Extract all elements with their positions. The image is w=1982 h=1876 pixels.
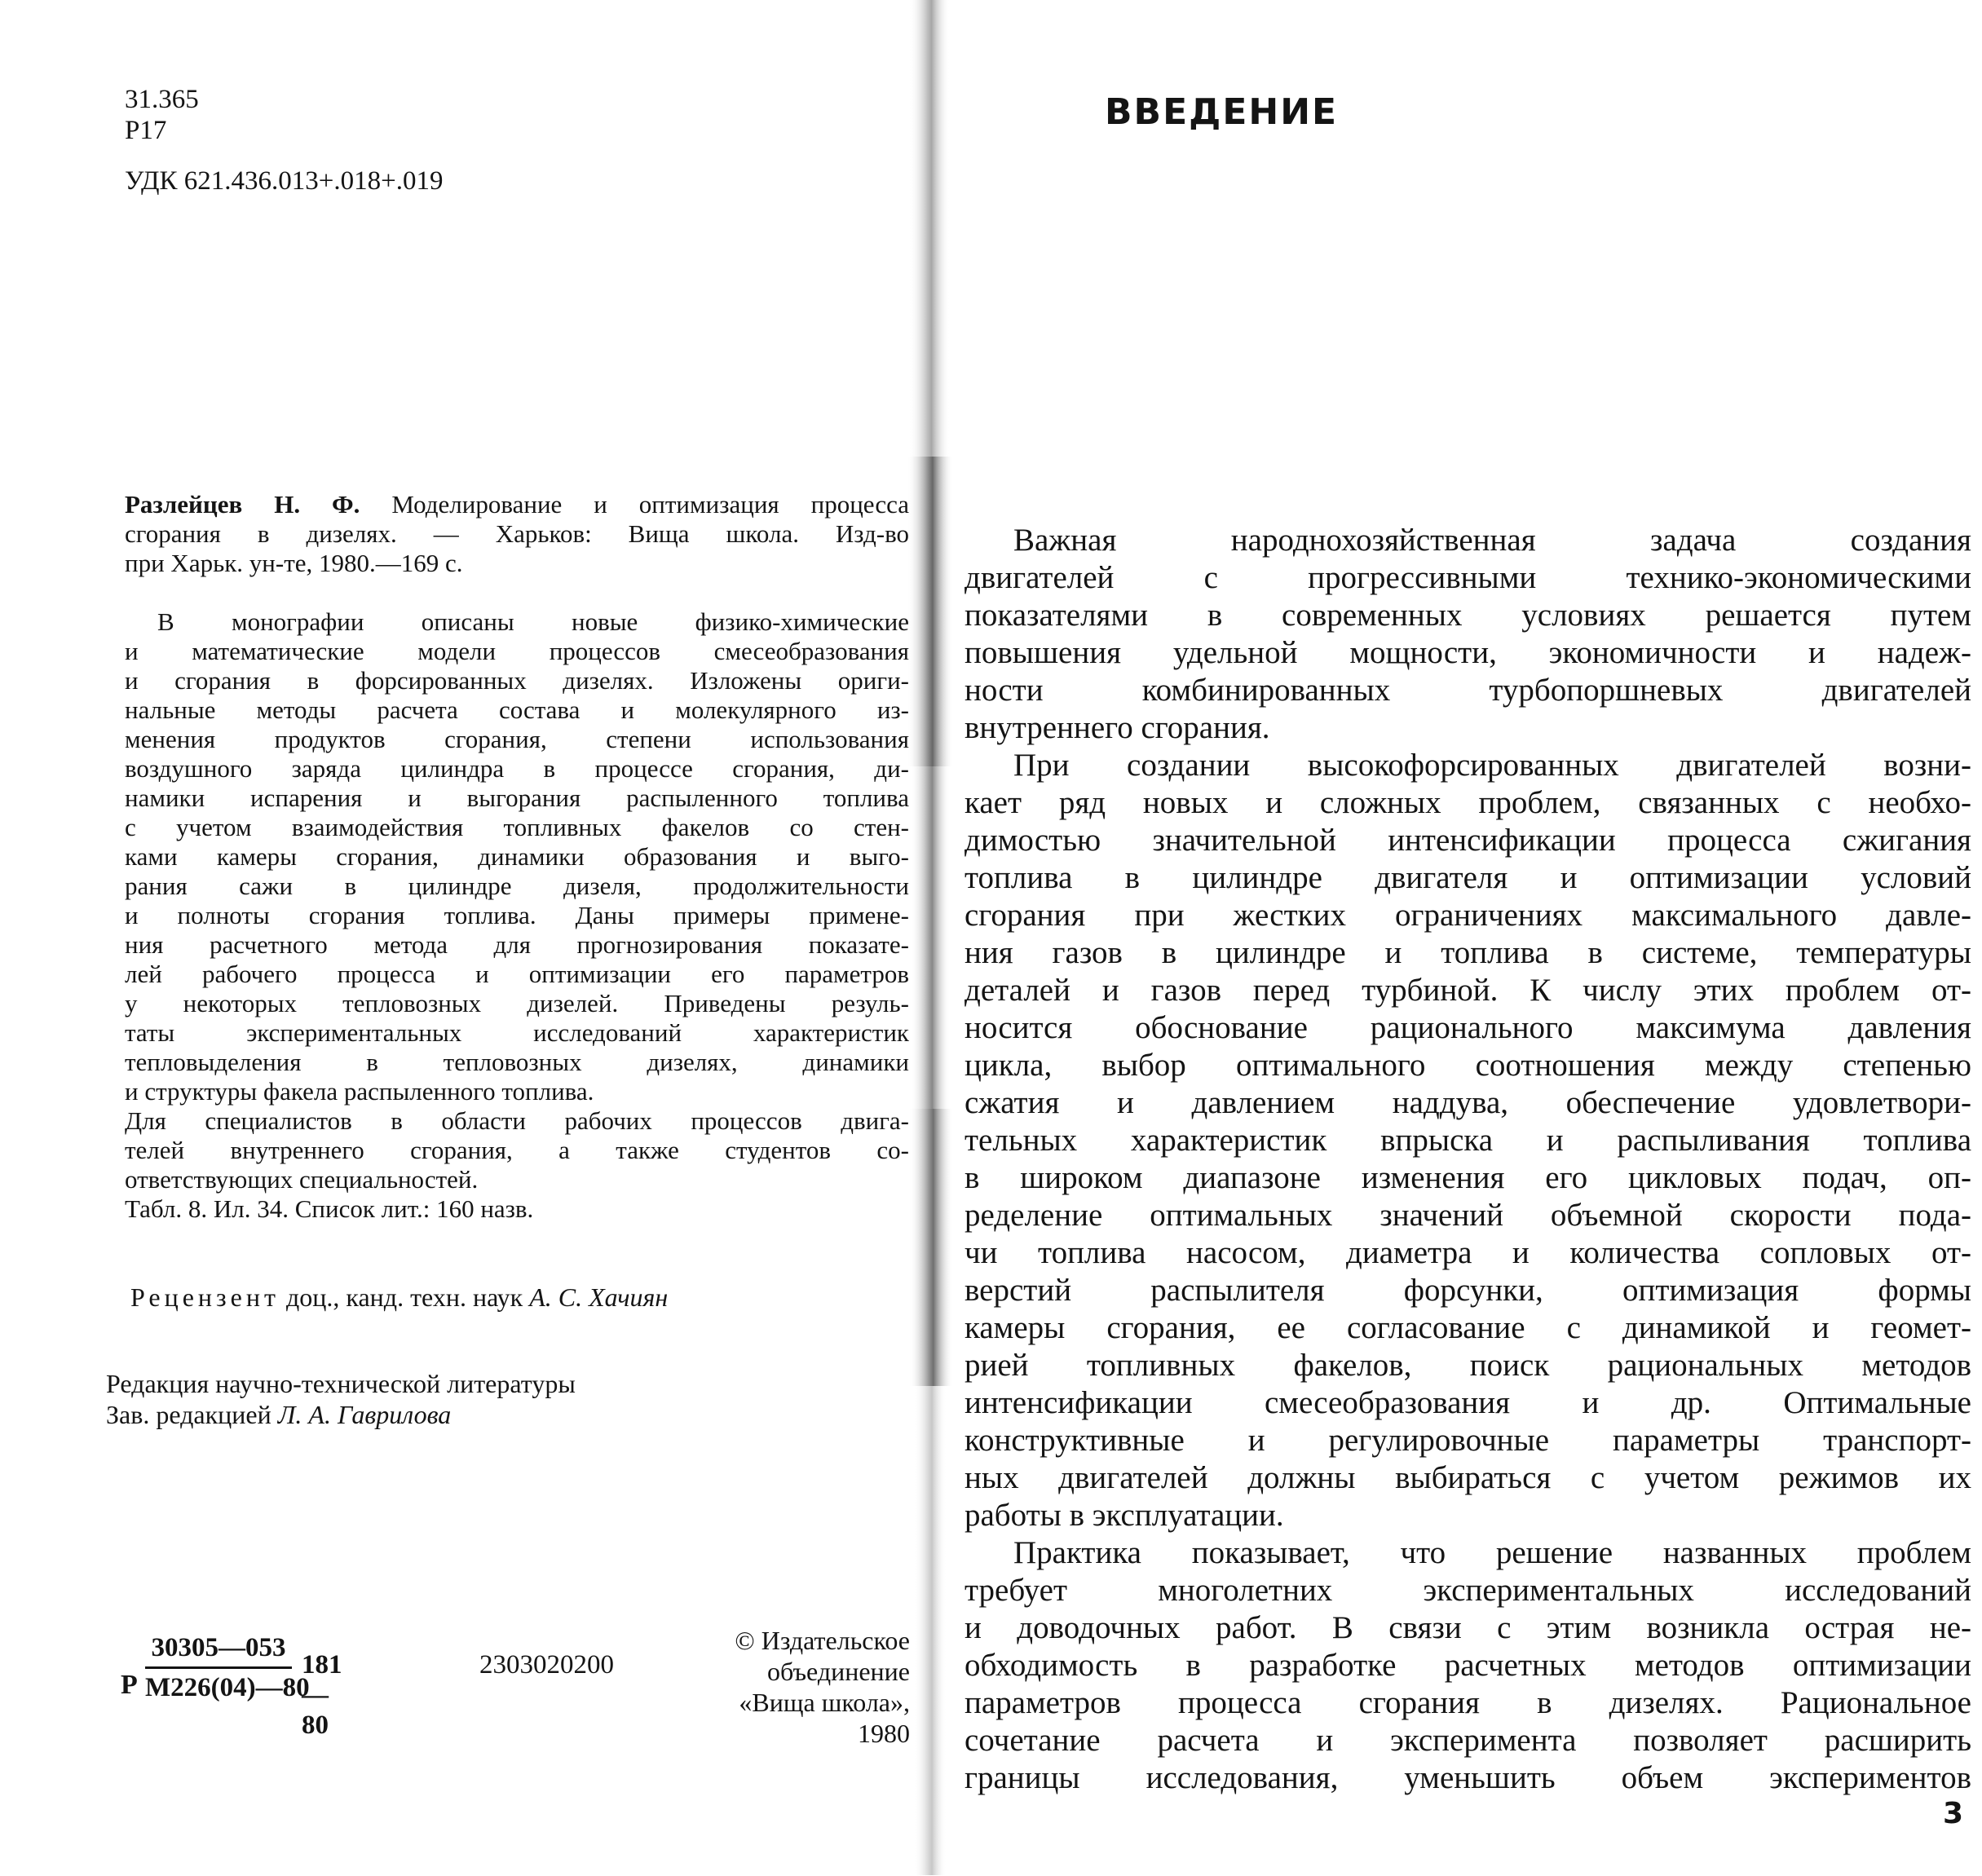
text-line: чи топлива насосом, диаметра и количества сопловых от-	[965, 1235, 1971, 1270]
annotation-line: и структуры факела распыленного топлива.	[125, 1077, 594, 1106]
editor-name: Л. А. Гаврилова	[277, 1400, 452, 1429]
text-line: носится обоснование рационального максимума давления	[965, 1010, 1971, 1045]
reviewer-name: А. С. Хачиян	[529, 1282, 669, 1312]
text-line: сжатия и давлением наддува, обеспечение удовлетвори-	[965, 1085, 1971, 1120]
text-line: При создании высокофорсированных двигателей возни-	[1013, 748, 1971, 783]
annotation-line: Табл. 8. Ил. 34. Список лит.: 160 назв.	[125, 1194, 534, 1223]
annotation	[125, 607, 909, 1224]
text-line: сгорания при жестких ограничениях максимального давле-	[965, 898, 1971, 933]
text-line: камеры сгорания, ее согласование с динамикой и геомет-	[965, 1310, 1971, 1345]
text-line: интенсификации смесеобразования и др. Оптимальные	[965, 1385, 1971, 1420]
page-number: 3	[1943, 1797, 1964, 1830]
annotation-line: и математические модели процессов смесеобразования	[125, 637, 909, 665]
bib-line: при Харьк. ун-те, 1980.—169 с.	[125, 549, 463, 577]
bibliographic-record	[125, 490, 909, 578]
text-line: повышения удельной мощности, экономичности и надеж-	[965, 635, 1971, 670]
bbk-code: 31.365	[125, 85, 199, 114]
reviewer-title: доц., канд. техн. наук	[279, 1282, 530, 1312]
editorial-office: Редакция научно-технической литературы	[106, 1369, 576, 1398]
publisher-copyright	[669, 1625, 910, 1749]
annotation-line: тепловыделения в тепловозных дизелях, динамики	[125, 1048, 909, 1076]
annotation-line: таты экспериментальных исследований характеристик	[125, 1018, 909, 1047]
copyright-line: «Вища школа»,	[739, 1688, 910, 1717]
copyright-line: объединение	[767, 1657, 910, 1686]
text-line: сочетание расчета и эксперимента позволяет расширить	[965, 1723, 1971, 1758]
paragraph	[965, 1534, 1971, 1797]
text-line: работы в эксплуатации.	[965, 1498, 1284, 1533]
annotation-line: у некоторых тепловозных дизелей. Приведены резуль-	[125, 989, 909, 1017]
text-line: кает ряд новых и сложных проблем, связанных с необхо-	[965, 785, 1971, 820]
text-line: в широком диапазоне изменения его цикловых подач, оп-	[965, 1160, 1971, 1195]
editor-title: Зав. редакцией	[106, 1400, 278, 1429]
annotation-line: ответствующих специальностей.	[125, 1165, 479, 1194]
annotation-line: с учетом взаимодействия топливных факелов со стен-	[125, 813, 909, 841]
text-line: внутреннего сгорания.	[965, 710, 1270, 745]
copyright-year: 1980	[858, 1719, 910, 1748]
text-line: рией топливных факелов, поиск рациональных методов	[965, 1348, 1971, 1383]
text-line: ределение оптимальных значений объемной скорости пода-	[965, 1198, 1971, 1233]
library-classification	[125, 84, 199, 146]
author-mark: Р17	[125, 116, 167, 145]
text-line: параметров процесса сгорания в дизелях. Рациональное	[965, 1685, 1971, 1720]
text-line: требует многолетних экспериментальных исследований	[965, 1573, 1971, 1608]
text-line: границы исследования, уменьшить объем экспериментов	[965, 1760, 1971, 1795]
annotation-line: ния расчетного метода для прогнозирования показате-	[125, 930, 909, 959]
annotation-line: В монографии описаны новые физико-химические	[157, 607, 909, 636]
index-number: 2303020200	[479, 1650, 614, 1680]
paragraph	[965, 747, 1971, 1534]
reviewer-credit	[130, 1282, 668, 1313]
text-line: двигателей с прогрессивными технико-экономическими	[965, 560, 1971, 595]
text-line: ния газов в цилиндре и топлива в системе, температуры	[965, 935, 1971, 970]
text-line: ности комбинированных турбопоршневых двигателей	[965, 673, 1971, 708]
bib-line: Моделирование и оптимизация процесса	[360, 490, 909, 519]
text-line: тельных характеристик впрыска и распыливания топлива	[965, 1123, 1971, 1158]
editorial-credit	[106, 1368, 576, 1430]
index-numerator: 30305—053	[151, 1633, 286, 1662]
text-line: и доводочных работ. В связи с этим возникла острая не-	[965, 1610, 1971, 1645]
text-line: показателями в современных условиях решается путем	[965, 598, 1971, 633]
index-code: 181—80	[302, 1650, 342, 1740]
text-line: цикла, выбор оптимального соотношения между степенью	[965, 1048, 1971, 1083]
annotation-line: ками камеры сгорания, динамики образования и выго-	[125, 842, 909, 871]
index-fraction	[145, 1632, 310, 1703]
text-line: топлива в цилиндре двигателя и оптимизации условий	[965, 860, 1971, 895]
annotation-line: и полноты сгорания топлива. Даны примеры примене-	[125, 901, 909, 929]
annotation-line: нальные методы расчета состава и молекулярного из-	[125, 695, 909, 724]
udk-code: УДК 621.436.013+.018+.019	[125, 166, 444, 196]
text-line: конструктивные и регулировочные параметры транспорт-	[965, 1423, 1971, 1458]
annotation-line: Для специалистов в области рабочих процессов двига-	[125, 1106, 909, 1135]
reviewer-label: Рецензент	[130, 1282, 280, 1312]
text-line: деталей и газов перед турбиной. К числу этих проблем от-	[965, 973, 1971, 1008]
author-name: Разлейцев Н. Ф.	[125, 490, 360, 519]
paragraph	[965, 522, 1971, 747]
annotation-line: менения продуктов сгорания, степени использования	[125, 725, 909, 753]
text-line: верстий распылителя форсунки, оптимизация формы	[965, 1273, 1971, 1308]
annotation-line: и сгорания в форсированных дизелях. Изложены ориги-	[125, 666, 909, 695]
annotation-line: лей рабочего процесса и оптимизации его параметров	[125, 960, 909, 988]
fraction-bar	[145, 1666, 292, 1669]
copyright-line: © Издательское	[735, 1626, 910, 1655]
annotation-line: телей внутреннего сгорания, а также студентов со-	[125, 1136, 909, 1164]
text-line: Практика показывает, что решение названных проблем	[1013, 1535, 1971, 1570]
bib-line: сгорания в дизелях. — Харьков: Вища школа. Изд-во	[125, 519, 909, 548]
text-line: димостью значительной интенсификации процесса сжигания	[965, 823, 1971, 858]
annotation-line: намики испарения и выгорания распыленного топлива	[125, 784, 909, 812]
annotation-line: рания сажи в цилиндре дизеля, продолжительности	[125, 872, 909, 900]
index-denominator: М226(04)—80	[145, 1673, 310, 1702]
chapter-heading: ВВЕДЕНИЕ	[1105, 91, 1339, 133]
text-line: ных двигателей должны выбираться с учетом режимов их	[965, 1460, 1971, 1495]
annotation-line: воздушного заряда цилиндра в процессе сгорания, ди-	[125, 754, 909, 783]
introduction-body	[965, 522, 1971, 1797]
text-line: Важная народнохозяйственная задача создания	[1013, 523, 1971, 558]
index-letter: Р	[121, 1670, 138, 1700]
text-line: обходимость в разработке расчетных методов оптимизации	[965, 1648, 1971, 1683]
